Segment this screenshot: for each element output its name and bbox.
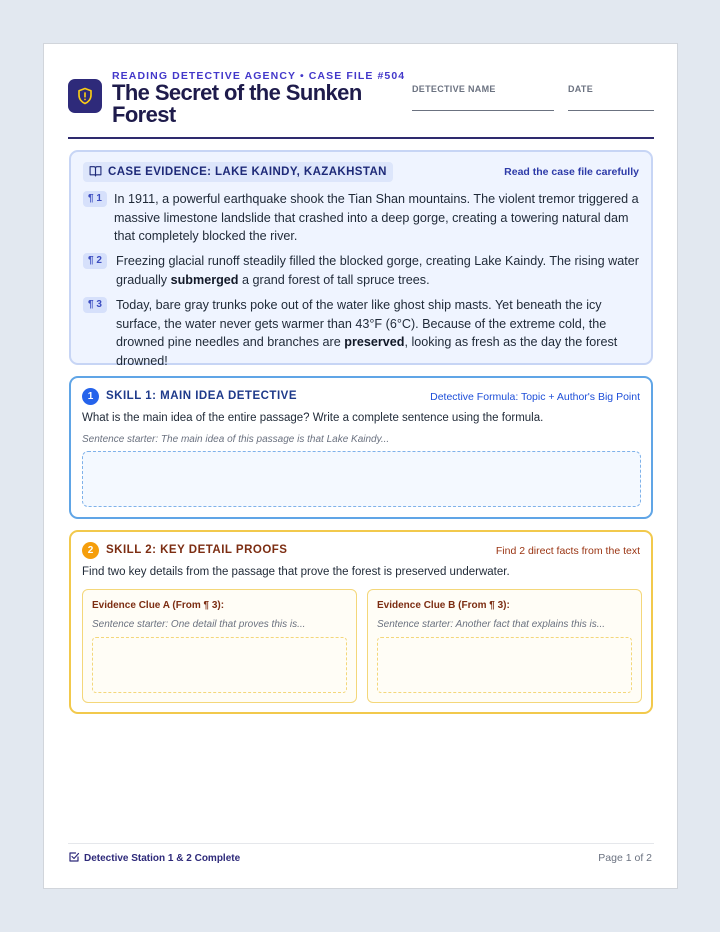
paragraph-text: Freezing glacial runoff steadily filled the blocked gorge, creating Lake Kaindy. The rising water gradually submerged a grand forest of tall spruce trees. — [116, 254, 639, 287]
evidence-clue-b — [367, 589, 642, 703]
date-label: DATE — [568, 84, 594, 94]
footer-divider — [68, 843, 654, 844]
read-carefully-note: Read the case file carefully — [504, 166, 639, 178]
case-evidence-panel — [69, 150, 653, 368]
vocab-preserved: preserved — [344, 335, 405, 349]
footer-status — [68, 851, 240, 866]
date-line[interactable] — [568, 110, 654, 111]
skill-1-question: What is the main idea of the entire passage? Write a complete sentence using the formula. — [82, 412, 544, 424]
skill-1-formula-hint: Detective Formula: Topic + Author's Big Point — [430, 391, 640, 403]
skill-2-question: Find two key details from the passage that prove the forest is preserved underwater. — [82, 566, 510, 578]
case-evidence-title-text: CASE EVIDENCE: LAKE KAINDY, KAZAKHSTAN — [108, 166, 387, 178]
skill-1-sentence-starter: Sentence starter: The main idea of this passage is that Lake Kaindy... — [82, 434, 390, 445]
clue-b-answer-box[interactable] — [377, 637, 632, 693]
clue-a-answer-box[interactable] — [92, 637, 347, 693]
step-number-badge: 1 — [82, 388, 99, 405]
skill-1-card — [69, 376, 653, 519]
vocab-submerged: submerged — [170, 272, 239, 287]
worksheet-header — [68, 68, 654, 138]
evidence-clue-a — [82, 589, 357, 703]
skill-2-hint: Find 2 direct facts from the text — [495, 545, 640, 557]
detective-name-label: DETECTIVE NAME — [412, 84, 496, 94]
step-number-badge: 2 — [82, 542, 99, 559]
worksheet-page — [43, 43, 678, 889]
detective-name-field[interactable] — [412, 84, 554, 94]
clue-a-starter: Sentence starter: One detail that proves this is... — [92, 619, 306, 630]
paragraph-text: Today, bare gray trunks poke out of the water like ghost ship masts. Yet beneath the icy surface, the water never gets warmer than 43°F (6°C). Because of the extreme cold, the drowned pine needles and branches are preserved, looking as fresh as the day the forest drowned! — [116, 298, 618, 368]
clue-b-title: Evidence Clue B (From ¶ 3): — [377, 600, 510, 611]
page-title: The Secret of the Sunken Forest — [112, 80, 362, 127]
case-file-kicker: READING DETECTIVE AGENCY • CASE FILE #504 — [112, 70, 406, 82]
checkbox-check-icon — [68, 851, 80, 866]
main-idea-answer-box[interactable] — [82, 451, 641, 507]
case-evidence-title — [83, 162, 393, 182]
shield-alert-icon — [68, 79, 102, 113]
header-divider — [68, 137, 654, 139]
skill-2-title: SKILL 2: KEY DETAIL PROOFS — [106, 544, 288, 556]
detective-name-line[interactable] — [412, 110, 554, 111]
footer-status-text: Detective Station 1 & 2 Complete — [84, 853, 241, 864]
skill-2-card — [69, 530, 653, 714]
page-number: Page 1 of 2 — [598, 852, 652, 864]
open-book-icon — [89, 165, 102, 180]
paragraph-text: In 1911, a powerful earthquake shook the Tian Shan mountains. The violent tremor triggered a massive limestone landslide that crashed into a deep gorge, creating a towering natural dam that completely blocked the river. — [114, 192, 639, 243]
skill-1-title: SKILL 1: MAIN IDEA DETECTIVE — [106, 390, 297, 402]
date-field[interactable] — [568, 84, 654, 94]
clue-b-starter: Sentence starter: Another fact that explains this is... — [377, 619, 606, 630]
paragraph-number: ¶ 2 — [83, 253, 107, 269]
paragraph-number: ¶ 1 — [83, 191, 107, 207]
clue-a-title: Evidence Clue A (From ¶ 3): — [92, 600, 225, 611]
paragraph-number: ¶ 3 — [83, 297, 107, 313]
